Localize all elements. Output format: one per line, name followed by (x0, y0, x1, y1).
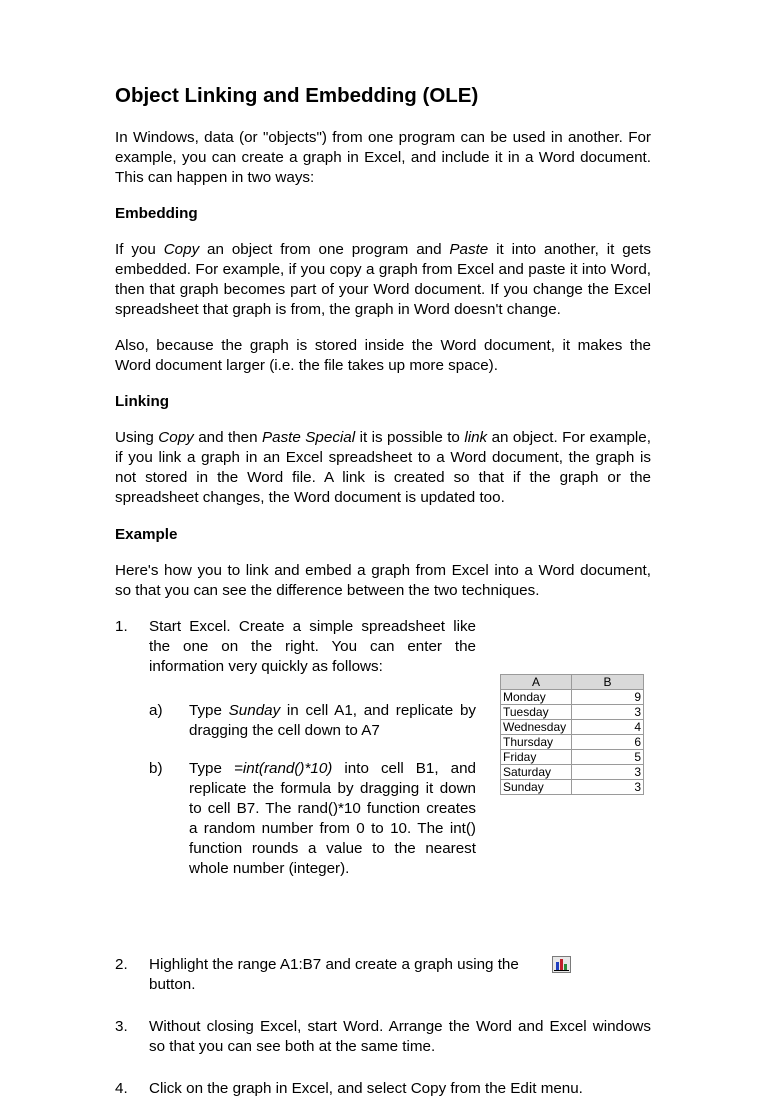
chart-wizard-icon (552, 956, 571, 973)
step-number: 1. (115, 617, 128, 635)
column-header-b: B (572, 674, 644, 689)
table-cell: Monday (501, 689, 572, 704)
step-1b (149, 759, 476, 879)
example-heading: Example (115, 525, 178, 543)
step-2-text: Highlight the range A1:B7 and create a graph using the button. (149, 955, 519, 993)
example-intro: Here's how you to link and embed a graph from Excel into a Word document, so that you can see the difference between the two techniques. (115, 561, 651, 599)
step-number: 2. (115, 955, 128, 973)
step-2 (115, 955, 651, 1017)
page-title: Object Linking and Embedding (OLE) (115, 84, 479, 107)
table-cell: 5 (572, 749, 644, 764)
step-number: 4. (115, 1079, 128, 1097)
embedding-heading: Embedding (115, 204, 198, 222)
substep-label: a) (149, 701, 163, 719)
intro-paragraph: In Windows, data (or "objects") from one program can be used in another. For example, you can create a graph in Excel, and include it in a Word document. This can happen in two ways: (115, 128, 651, 186)
table-row (501, 704, 644, 719)
table-cell: Wednesday (501, 719, 572, 734)
table-cell: Saturday (501, 764, 572, 779)
table-cell: Thursday (501, 734, 572, 749)
table-row (501, 764, 644, 779)
document-content (115, 84, 651, 1099)
table-row (501, 779, 644, 794)
step-3 (115, 1017, 651, 1079)
table-row (501, 689, 644, 704)
table-cell: Sunday (501, 779, 572, 794)
step-1 (115, 617, 651, 955)
step-3-text: Without closing Excel, start Word. Arrange the Word and Excel windows so that you can see both at the same time. (149, 1017, 651, 1055)
table-cell: 3 (572, 704, 644, 719)
embedding-paragraph-1: If you Copy an object from one program and Paste it into another, it gets embedded. For example, if you copy a graph from Excel and paste it into Word, then that graph becomes part of your Word document. If you change the Excel spreadsheet that graph is from, the graph in Word doesn't change. (115, 240, 651, 319)
table-cell: 3 (572, 779, 644, 794)
table-cell: Friday (501, 749, 572, 764)
table-row (501, 749, 644, 764)
step-1-text: Start Excel. Create a simple spreadsheet like the one on the right. You can enter the information very quickly as follows: (149, 617, 476, 675)
step-4 (115, 1079, 651, 1099)
substep-label: b) (149, 759, 163, 777)
table-row (501, 734, 644, 749)
linking-heading: Linking (115, 393, 169, 411)
linking-paragraph: Using Copy and then Paste Special it is possible to link an object. For example, if you link a graph in an Excel spreadsheet to a Word document, the graph is not stored in the Word file. A link is created so that if the graph or the spreadsheet changes, the Word document is updated too. (115, 429, 651, 507)
step-1a (149, 701, 476, 741)
spreadsheet-example (500, 674, 644, 795)
table-row (501, 719, 644, 734)
step-number: 3. (115, 1017, 128, 1035)
table-cell: 4 (572, 719, 644, 734)
embedding-paragraph-2: Also, because the graph is stored inside the Word document, it makes the Word document larger (i.e. the file takes up more space). (115, 337, 651, 375)
table-cell: 6 (572, 734, 644, 749)
step-1a-text: Type Sunday in cell A1, and replicate by dragging the cell down to A7 (189, 701, 476, 739)
table-cell: 3 (572, 764, 644, 779)
column-header-a: A (501, 674, 572, 689)
table-cell: 9 (572, 689, 644, 704)
step-1b-text: Type =int(rand()*10) into cell B1, and replicate the formula by dragging it down to cell B7. The rand()*10 function creates a random number from 0 to 10. The int() function rounds a value to the nearest whole number (integer). (189, 759, 476, 878)
step-4-text: Click on the graph in Excel, and select Copy from the Edit menu. (149, 1079, 583, 1097)
table-cell: Tuesday (501, 704, 572, 719)
